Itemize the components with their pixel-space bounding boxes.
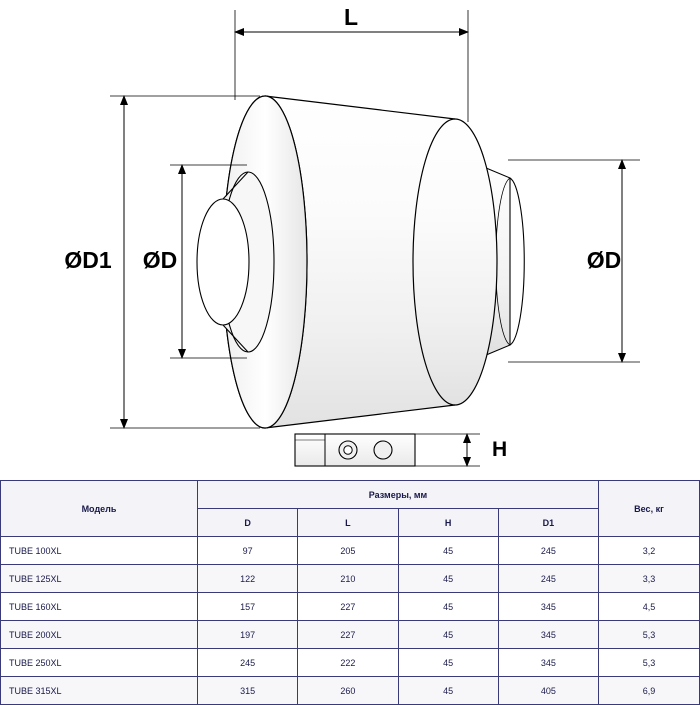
- cell-h: 45: [398, 593, 498, 621]
- cell-h: 45: [398, 621, 498, 649]
- cell-weight: 4,5: [599, 593, 700, 621]
- junction-box: [295, 434, 415, 466]
- table-row: [1, 677, 700, 705]
- cell-l: 205: [298, 537, 398, 565]
- cell-weight: 5,3: [599, 621, 700, 649]
- cell-model: TUBE 125XL: [1, 565, 198, 593]
- table-row: [1, 565, 700, 593]
- cell-d: 245: [198, 649, 298, 677]
- cell-d: 315: [198, 677, 298, 705]
- cell-model: TUBE 250XL: [1, 649, 198, 677]
- cell-d: 197: [198, 621, 298, 649]
- label-height: H: [492, 438, 508, 461]
- cell-weight: 5,3: [599, 649, 700, 677]
- cell-model: TUBE 200XL: [1, 621, 198, 649]
- table-row: [1, 537, 700, 565]
- column-header-d1: D1: [498, 509, 598, 537]
- table-row: [1, 621, 700, 649]
- specifications-table: [0, 480, 700, 705]
- cell-l: 222: [298, 649, 398, 677]
- cell-l: 227: [298, 621, 398, 649]
- cell-d1: 345: [498, 649, 598, 677]
- cell-model: TUBE 160XL: [1, 593, 198, 621]
- cell-d1: 245: [498, 537, 598, 565]
- cell-weight: 3,2: [599, 537, 700, 565]
- column-header-l: L: [298, 509, 398, 537]
- table-header: [1, 481, 700, 537]
- cell-h: 45: [398, 649, 498, 677]
- fan-body-illustration: [197, 96, 524, 466]
- cell-d: 157: [198, 593, 298, 621]
- cell-d1: 245: [498, 565, 598, 593]
- cell-h: 45: [398, 677, 498, 705]
- label-length: L: [343, 4, 359, 30]
- cell-weight: 3,3: [599, 565, 700, 593]
- cell-model: TUBE 100XL: [1, 537, 198, 565]
- cell-l: 210: [298, 565, 398, 593]
- dimension-height: [413, 434, 480, 466]
- column-header-d: D: [198, 509, 298, 537]
- table-row: [1, 593, 700, 621]
- label-diameter-d-right: ØD: [586, 247, 622, 274]
- label-diameter-d1: ØD1: [64, 247, 112, 274]
- cell-h: 45: [398, 537, 498, 565]
- column-header-weight: Вес, кг: [599, 481, 700, 537]
- cell-weight: 6,9: [599, 677, 700, 705]
- column-header-dimensions-group: Размеры, мм: [198, 481, 599, 509]
- cell-l: 260: [298, 677, 398, 705]
- table-body: [1, 537, 700, 705]
- column-header-model: Модель: [1, 481, 198, 537]
- cell-d: 97: [198, 537, 298, 565]
- cell-l: 227: [298, 593, 398, 621]
- table-row: [1, 649, 700, 677]
- cell-d1: 405: [498, 677, 598, 705]
- label-diameter-d-left: ØD: [142, 247, 178, 274]
- cell-h: 45: [398, 565, 498, 593]
- cell-d: 122: [198, 565, 298, 593]
- column-header-h: H: [398, 509, 498, 537]
- cell-model: TUBE 315XL: [1, 677, 198, 705]
- cell-d1: 345: [498, 593, 598, 621]
- cell-d1: 345: [498, 621, 598, 649]
